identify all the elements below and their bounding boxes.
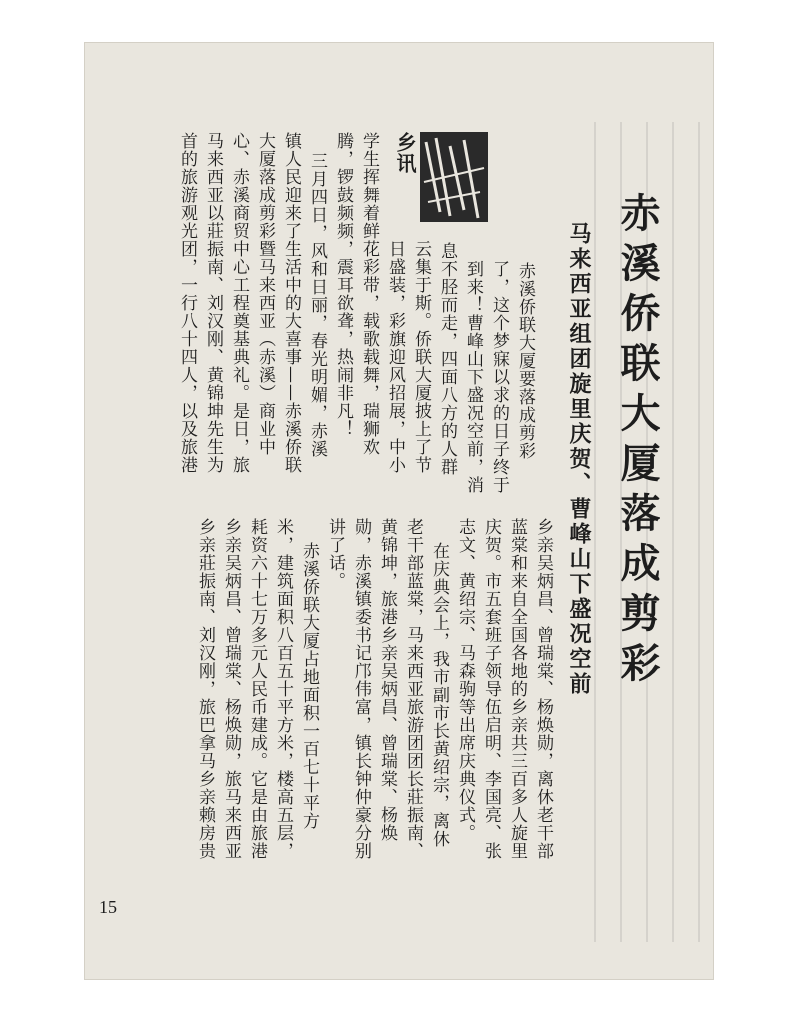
- text-column: 镇人民迎来了生活中的大喜事——赤溪侨联: [281, 132, 301, 474]
- document-page: [84, 42, 714, 980]
- text-column: 云集于斯。侨联大厦披上了节: [411, 240, 431, 474]
- text-column: 心、赤溪商贸中心工程奠基典礼。是日，旅: [229, 132, 249, 474]
- text-column: 息不胫而走，四面八方的人群: [437, 242, 457, 476]
- text-column: 乡亲吴炳昌、曾瑞棠、杨焕勋，旅马来西亚: [221, 518, 241, 860]
- text-column: 马来西亚以莊振南、刘汉刚、黄锦坤先生为: [203, 132, 223, 474]
- text-column: 讲了话。: [325, 518, 345, 590]
- article-title: 赤溪侨联大厦落成剪彩: [614, 192, 661, 692]
- text-column: 学生挥舞着鲜花彩带，载歌载舞，瑞狮欢: [359, 132, 379, 456]
- text-column: 赤溪侨联大厦要落成剪彩: [515, 262, 535, 460]
- text-column: 乡亲莊振南、刘汉刚，旅巴拿马乡亲赖房贵: [195, 518, 215, 860]
- text-column: 老干部蓝棠，马来西亚旅游团团长莊振南、: [403, 518, 423, 860]
- text-column: 庆贺。市五套班子领导伍启明、李国亮、张: [481, 518, 501, 860]
- text-column: 耗资六十七万多元人民币建成。它是由旅港: [247, 518, 267, 860]
- section-label: 乡讯: [393, 132, 417, 174]
- text-column: 到来！曹峰山下盛况空前，消: [463, 260, 483, 494]
- page-number: 15: [99, 897, 117, 917]
- text-column: 日盛装，彩旗迎风招展，中小: [385, 240, 405, 474]
- text-column: 赤溪侨联大厦占地面积一百七十平方: [299, 542, 319, 830]
- text-column: 三月四日，风和日丽，春光明媚，赤溪: [307, 152, 327, 458]
- text-column: 米，建筑面积八百五十平方米，楼高五层，: [273, 518, 293, 860]
- text-column: 首的旅游观光团，一行八十四人，以及旅港: [177, 132, 197, 474]
- article-subtitle: 马来西亚组团旋里庆贺、曹峰山下盛况空前: [566, 222, 592, 697]
- text-column: 蓝棠和来自全国各地的乡亲共三百多人旋里: [507, 518, 527, 860]
- text-column: 志文、黄绍宗、马森驹等出席庆典仪式。: [455, 518, 475, 842]
- text-column: 在庆典会上，我市副市长黄绍宗，离休: [429, 542, 449, 848]
- woodcut-illustration: [420, 132, 488, 222]
- text-column: 黄锦坤，旅港乡亲吴炳昌、曾瑞棠、杨焕: [377, 518, 397, 842]
- text-column: 了，这个梦寐以求的日子终于: [489, 260, 509, 494]
- text-column: 勋，赤溪镇委书记邝伟富，镇长钟仲豪分别: [351, 518, 371, 860]
- text-column: 腾，锣鼓频频，震耳欲聋，热闹非凡！: [333, 132, 353, 438]
- text-column: 大厦落成剪彩暨马来西亚（赤溪）商业中: [255, 132, 275, 456]
- text-column: 乡亲吴炳昌、曾瑞棠、杨焕勋，离休老干部: [533, 518, 553, 860]
